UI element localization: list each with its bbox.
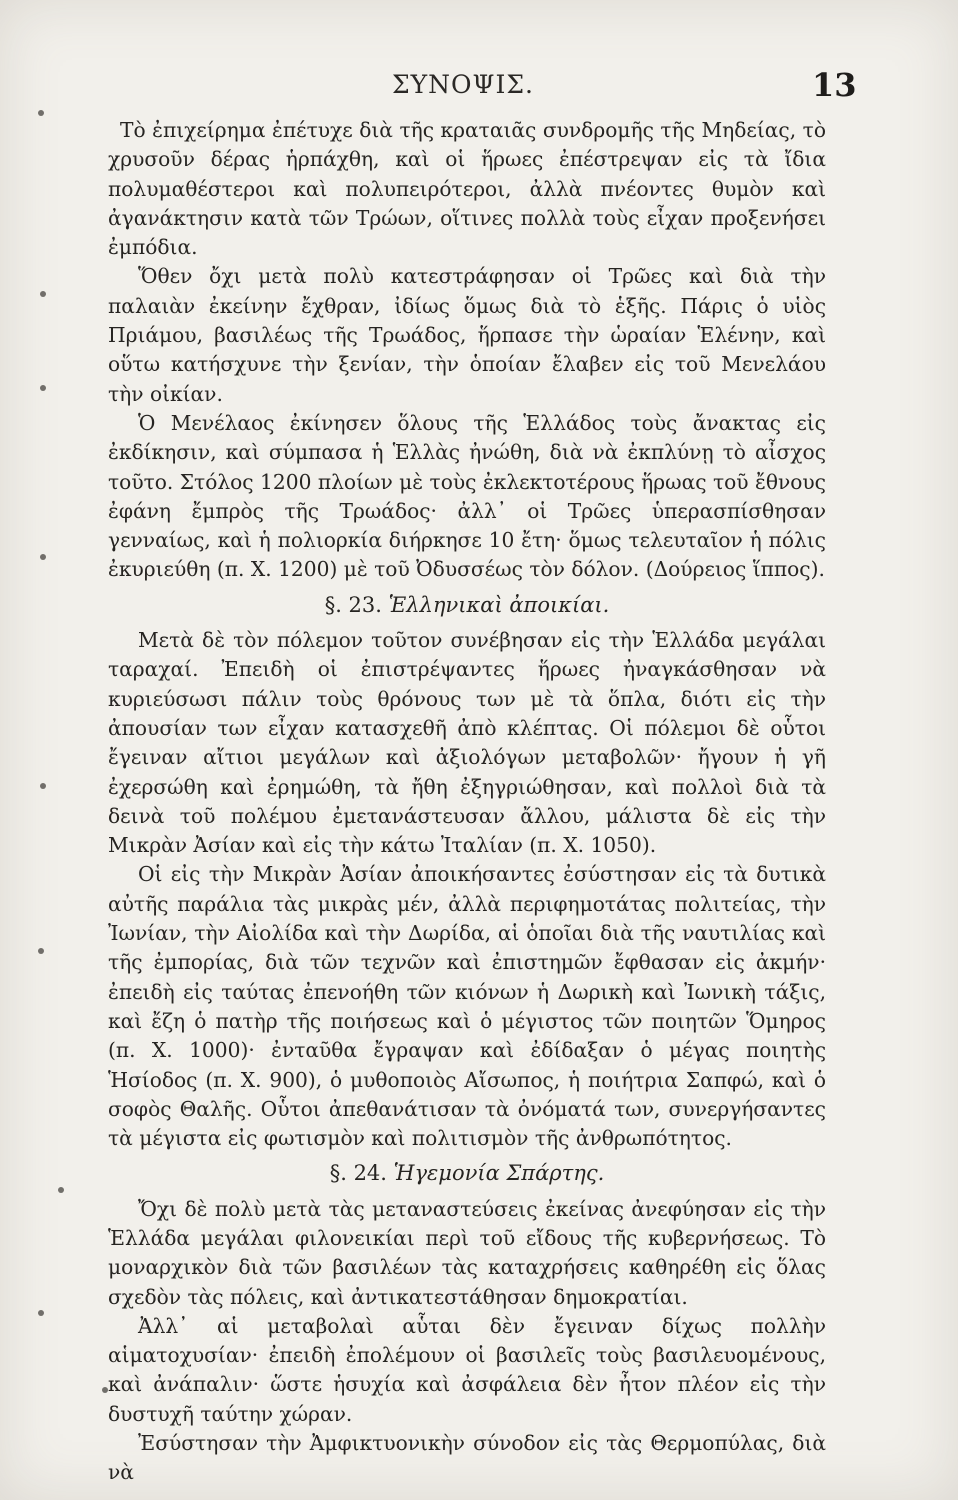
margin-mark [40, 554, 46, 560]
paragraph: Ὅθεν ὄχι μετὰ πολὺ κατεστράφησαν οἱ Τρῶες καὶ διὰ τὴν παλαιὰν ἐκείνην ἔχθραν, ἰδίως ὅμως διὰ τὸ ἑξῆς. Πάρις ὁ υἱὸς Πριάμου, βασιλέως τῆς Τρωάδος, ἥρπασε τὴν ὡραίαν Ἑλένην, καὶ οὕτω κατήσχυνε τὴν ξενίαν, τὴν ὁποίαν ἔλαβεν εἰς τοῦ Μενελάου τὴν οἰκίαν. [108, 264, 826, 406]
page-header [0, 66, 958, 106]
section-title: Ἡγεμονία Σπάρτης. [393, 1161, 605, 1186]
margin-mark [40, 385, 46, 391]
paragraph: Ἐσύστησαν τὴν Ἀμφικτυονικὴν σύνοδον εἰς τὰς Θερμοπύλας, διὰ νὰ [108, 1431, 826, 1485]
paragraph: Ὄχι δὲ πολὺ μετὰ τὰς μεταναστεύσεις ἐκείνας ἀνεφύησαν εἰς τὴν Ἑλλάδα μεγάλαι φιλονεικίαι περὶ τοῦ εἴδους τῆς κυβερνήσεως. Τὸ μοναρχικὸν διὰ τῶν βασιλέων τὰς καταχρήσεις καθηρέθη εἰς ὅλας σχεδὸν τὰς πόλεις, καὶ ἀντικατεστάθησαν δημοκρατίαι. [108, 1196, 826, 1309]
section-number: §. 24. [329, 1161, 387, 1186]
section-title: Ἑλληνικαὶ ἀποικίαι. [388, 592, 610, 617]
margin-mark [38, 948, 44, 954]
paragraph: Οἱ εἰς τὴν Μικρὰν Ἀσίαν ἀποικήσαντες ἐσύστησαν εἰς τὰ δυτικὰ αὐτῆς παράλια τὰς μικρὰς μέν, ἀλλὰ περιφημοτάτας πολιτείας, τὴν Ἰωνίαν, τὴν Αἰολίδα καὶ τὴν Δωρίδα, αἱ ὁποῖαι διὰ τῆς ναυτιλίας καὶ τῆς ἐμπορίας, διὰ τῶν τεχνῶν καὶ ἐπιστημῶν ἔφθασαν εἰς ἀκμήν· ἐπειδὴ εἰς ταύτας ἐπενοήθη τῶν κιόνων ἡ Δωρικὴ καὶ Ἰωνικὴ τάξις, καὶ ἔζη ὁ πατὴρ τῆς ποιήσεως καὶ ὁ μέγιστος τῶν ποιητῶν Ὅμηρος (π. Χ. 1000)· ἐνταῦθα ἔγραψαν καὶ ἐδίδαξαν ὁ μέγας ποιητὴς Ἡσίοδος (π. Χ. 900), ὁ μυθοποιὸς Αἴσωπος, ἡ ποιήτρια Σαπφώ, καὶ ὁ σοφὸς Θαλῆς. Οὗτοι ἀπεθανάτισαν τὰ ὀνόματά των, συνεργήσαντες τὰ μέγιστα εἰς φωτισμὸν καὶ πολιτισμὸν τῆς ἀνθρωπότητος. [108, 862, 826, 1151]
paragraph: Ὁ Μενέλαος ἐκίνησεν ὅλους τῆς Ἑλλάδος τοὺς ἄνακτας εἰς ἐκδίκησιν, καὶ σύμπασα ἡ Ἑλλὰς ἠνώθη, διὰ νὰ ἐκπλύνῃ τὸ αἶσχος τοῦτο. Στόλος 1200 πλοίων μὲ τοὺς ἐκλεκτοτέρους ἥρωας τοῦ ἔθνους ἐφάνη ἔμπρὸς τῆς Τρωάδος· ἀλλ᾽ οἱ Τρῶες ὑπερασπίσθησαν γενναίως, καὶ ἡ πολιορκία διήρκησε 10 ἔτη· ὅμως τελευταῖον ἡ πόλις ἐκυριεύθη (π. Χ. 1200) μὲ τοῦ Ὀδυσσέως τὸν δόλον. (Δούρειος ἵππος). [108, 410, 826, 582]
page-number: 13 [812, 66, 857, 104]
section-heading-23 [108, 591, 826, 620]
section-number: §. 23. [324, 592, 382, 617]
paragraph: Τὸ ἐπιχείρημα ἐπέτυχε διὰ τῆς κραταιᾶς συνδρομῆς τῆς Μηδείας, τὸ χρυσοῦν δέρας ἡρπάχθη, καὶ οἱ ἥρωες ἐπέστρεψαν εἰς τὰ ἴδια πολυμαθέστεροι καὶ πολυπειρότεροι, ἀλλὰ πνέοντες θυμὸν καὶ ἀγανάκτησιν κατὰ τῶν Τρώων, οἵτινες πολλὰ τοὺς εἶχαν προξενήσει ἐμπόδια. [108, 118, 826, 260]
margin-mark [38, 1310, 44, 1316]
body-text [108, 116, 826, 1488]
margin-mark [40, 783, 46, 789]
paragraph: Ἀλλ᾽ αἱ μεταβολαὶ αὗται δὲν ἔγειναν δίχως πολλὴν αἱματοχυσίαν· ἐπειδὴ ἐπολέμουν οἱ βασιλεῖς τοὺς βασιλευομένους, καὶ ἀνάπαλιν· ὥστε ἡσυχία καὶ ἀσφάλεια δὲν ἦτον πλέον εἰς τὴν δυστυχῆ ταύτην χώραν. [108, 1313, 826, 1426]
margin-mark [40, 291, 46, 297]
margin-mark [38, 110, 44, 116]
margin-mark [58, 1187, 64, 1193]
section-heading-24 [108, 1159, 826, 1188]
paragraph: Μετὰ δὲ τὸν πόλεμον τοῦτον συνέβησαν εἰς τὴν Ἑλλάδα μεγάλαι ταραχαί. Ἐπειδὴ οἱ ἐπιστρέψαντες ἥρωες ἠναγκάσθησαν νὰ κυριεύσωσι πάλιν τοὺς θρόνους των μὲ τὰ ὅπλα, διότι εἰς τὴν ἀπουσίαν των εἶχαν κατασχεθῆ ἀπὸ κλέπτας. Οἱ πόλεμοι δὲ οὗτοι ἔγειναν αἴτιοι μεγάλων καὶ ἀξιολόγων μεταβολῶν· ἤγουν ἡ γῆ ἐχερσώθη καὶ ἐρημώθη, τὰ ἤθη ἐξηγριώθησαν, καὶ πολλοὶ διὰ τὰ δεινὰ τοῦ πολέμου ἐμετανάστευσαν ἄλλου, μάλιστα δὲ εἰς τὴν Μικρὰν Ἀσίαν καὶ εἰς τὴν κάτω Ἰταλίαν (π. Χ. 1050). [108, 628, 826, 858]
running-title: ΣΥΝΟΨΙΣ. [392, 70, 534, 99]
